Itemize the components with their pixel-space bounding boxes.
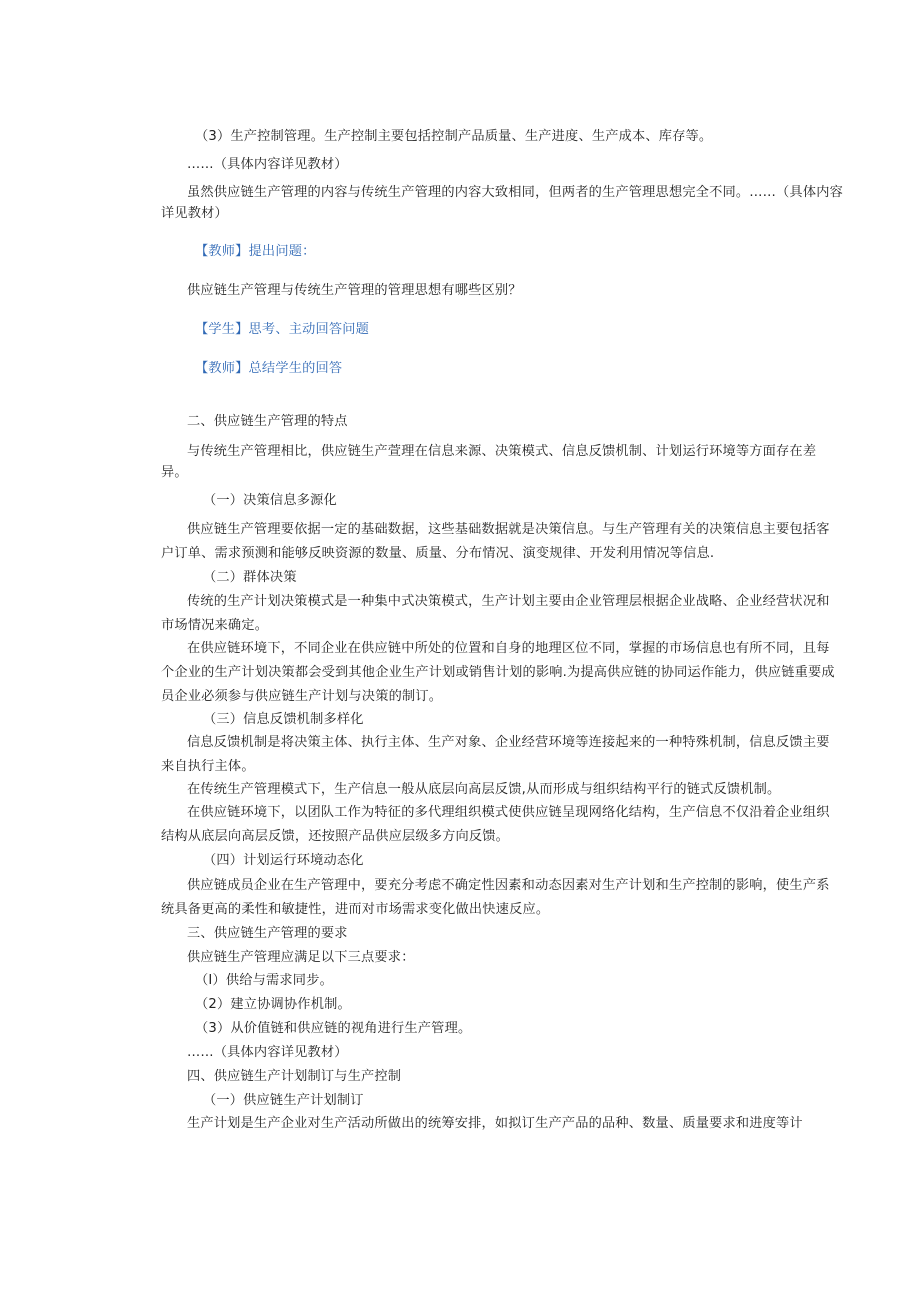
paragraph-production-control: （3）生产控制管理。生产控制主要包括控制产品质量、生产进度、生产成本、库存等。: [195, 129, 713, 144]
subheading-group-decision: （二）群体决策: [203, 570, 297, 585]
paragraph-contrast-line-1: 虽然供应链生产管理的内容与传统生产管理的内容大致相同，但两者的生产管理思想完全不同。……（具体内容: [187, 185, 843, 200]
subheading-feedback: （三）信息反馈机制多样化: [203, 712, 364, 727]
see-textbook-note-2: ……（具体内容详见教材）: [187, 1045, 348, 1060]
paragraph-decision-info-line-1: 供应链生产管理要依据一定的基础数据，这些基础数据就是决策信息。与生产管理有关的决策信息主要包括客: [187, 522, 830, 537]
student-activity-label: 【学生】思考、主动回答问题: [195, 322, 370, 337]
paragraph-dynamic-line-2: 统具备更高的柔性和敏捷性，进而对市场需求变化做出快速反应。: [161, 902, 550, 917]
paragraph-feedback-line-1: 信息反馈机制是将决策主体、执行主体、生产对象、企业经营环境等连接起来的一种特殊机制，信息反馈主要: [187, 735, 830, 750]
paragraph-traditional-line-1: 传统的生产计划决策模式是一种集中式决策模式，生产计划主要由企业管理层根据企业战略、企业经营状况和: [187, 594, 830, 609]
paragraph-traditional-feedback: 在传统生产管理模式下，生产信息一般从底层向高层反馈,从而形成与组织结构平行的链式反馈机制。: [187, 782, 781, 797]
paragraph-traditional-line-2: 市场情况来确定。: [161, 618, 269, 633]
see-textbook-note: ……（具体内容详见教材）: [187, 157, 348, 172]
requirement-item-1: （I）供给与需求同步。: [195, 973, 333, 988]
teacher-summary-label: 【教师】总结学生的回答: [195, 361, 343, 376]
paragraph-environment-line-2: 个企业的生产计划决策都会受到其他企业生产计划或销售计划的影响.为提高供应链的协同运作能力，供应链重要成: [161, 665, 835, 680]
paragraph-dynamic-line-1: 供应链成员企业在生产管理中，要充分考虑不确定性因素和动态因素对生产计划和生产控制的影响，使生产系: [187, 878, 830, 893]
requirements-intro: 供应链生产管理应满足以下三点要求：: [187, 950, 415, 965]
paragraph-environment-line-1: 在供应链环境下，不同企业在供应链中所处的位置和自身的地理区位不同，掌握的市场信息也有所不同，且每: [187, 641, 830, 656]
section-heading-2: 二、供应链生产管理的特点: [187, 414, 348, 429]
subheading-decision-info: （一）决策信息多源化: [203, 493, 337, 508]
paragraph-decision-info-line-2: 户订单、需求预测和能够反映资源的数量、质量、分布情况、演变规律、开发利用情况等信息.: [161, 546, 715, 561]
subheading-dynamic-environment: （四）计划运行环境动态化: [203, 853, 364, 868]
requirement-item-3: （3）从价值链和供应链的视角进行生产管理。: [195, 1021, 472, 1036]
paragraph-environment-line-3: 员企业必须参与供应链生产计划与决策的制订。: [161, 689, 443, 704]
subheading-plan-making: （一）供应链生产计划制订: [203, 1093, 364, 1108]
paragraph-comparison-line-1: 与传统生产管理相比，供应链生产萱理在信息来源、决策模式、信息反馈机制、计划运行环境等方面存在差: [187, 444, 817, 459]
paragraph-network-line-1: 在供应链环境下，以团队工作为特征的多代理组织模式使供应链呈现网络化结构，生产信息不仅沿着企业组织: [187, 805, 830, 820]
question-text: 供应链生产管理与传统生产管理的管理思想有哪些区别？: [187, 283, 522, 298]
section-heading-3: 三、供应链生产管理的要求: [187, 926, 348, 941]
paragraph-network-line-2: 结构从底层向高层反馈，还按照产品供应层级多方向反馈。: [161, 829, 510, 844]
paragraph-contrast-line-2: 详见教材）: [161, 206, 228, 221]
paragraph-plan-line-1: 生产计划是生产企业对生产活动所做出的统筹安排，如拟订生产产品的品种、数量、质量要求和进度等计: [187, 1116, 803, 1131]
paragraph-comparison-line-2: 异。: [161, 465, 188, 480]
requirement-item-2: （2）建立协调协作机制。: [195, 997, 351, 1012]
teacher-question-label: 【教师】提出问题：: [195, 244, 316, 259]
section-heading-4: 四、供应链生产计划制订与生产控制: [187, 1069, 402, 1084]
paragraph-feedback-line-2: 来自执行主体。: [161, 759, 255, 774]
